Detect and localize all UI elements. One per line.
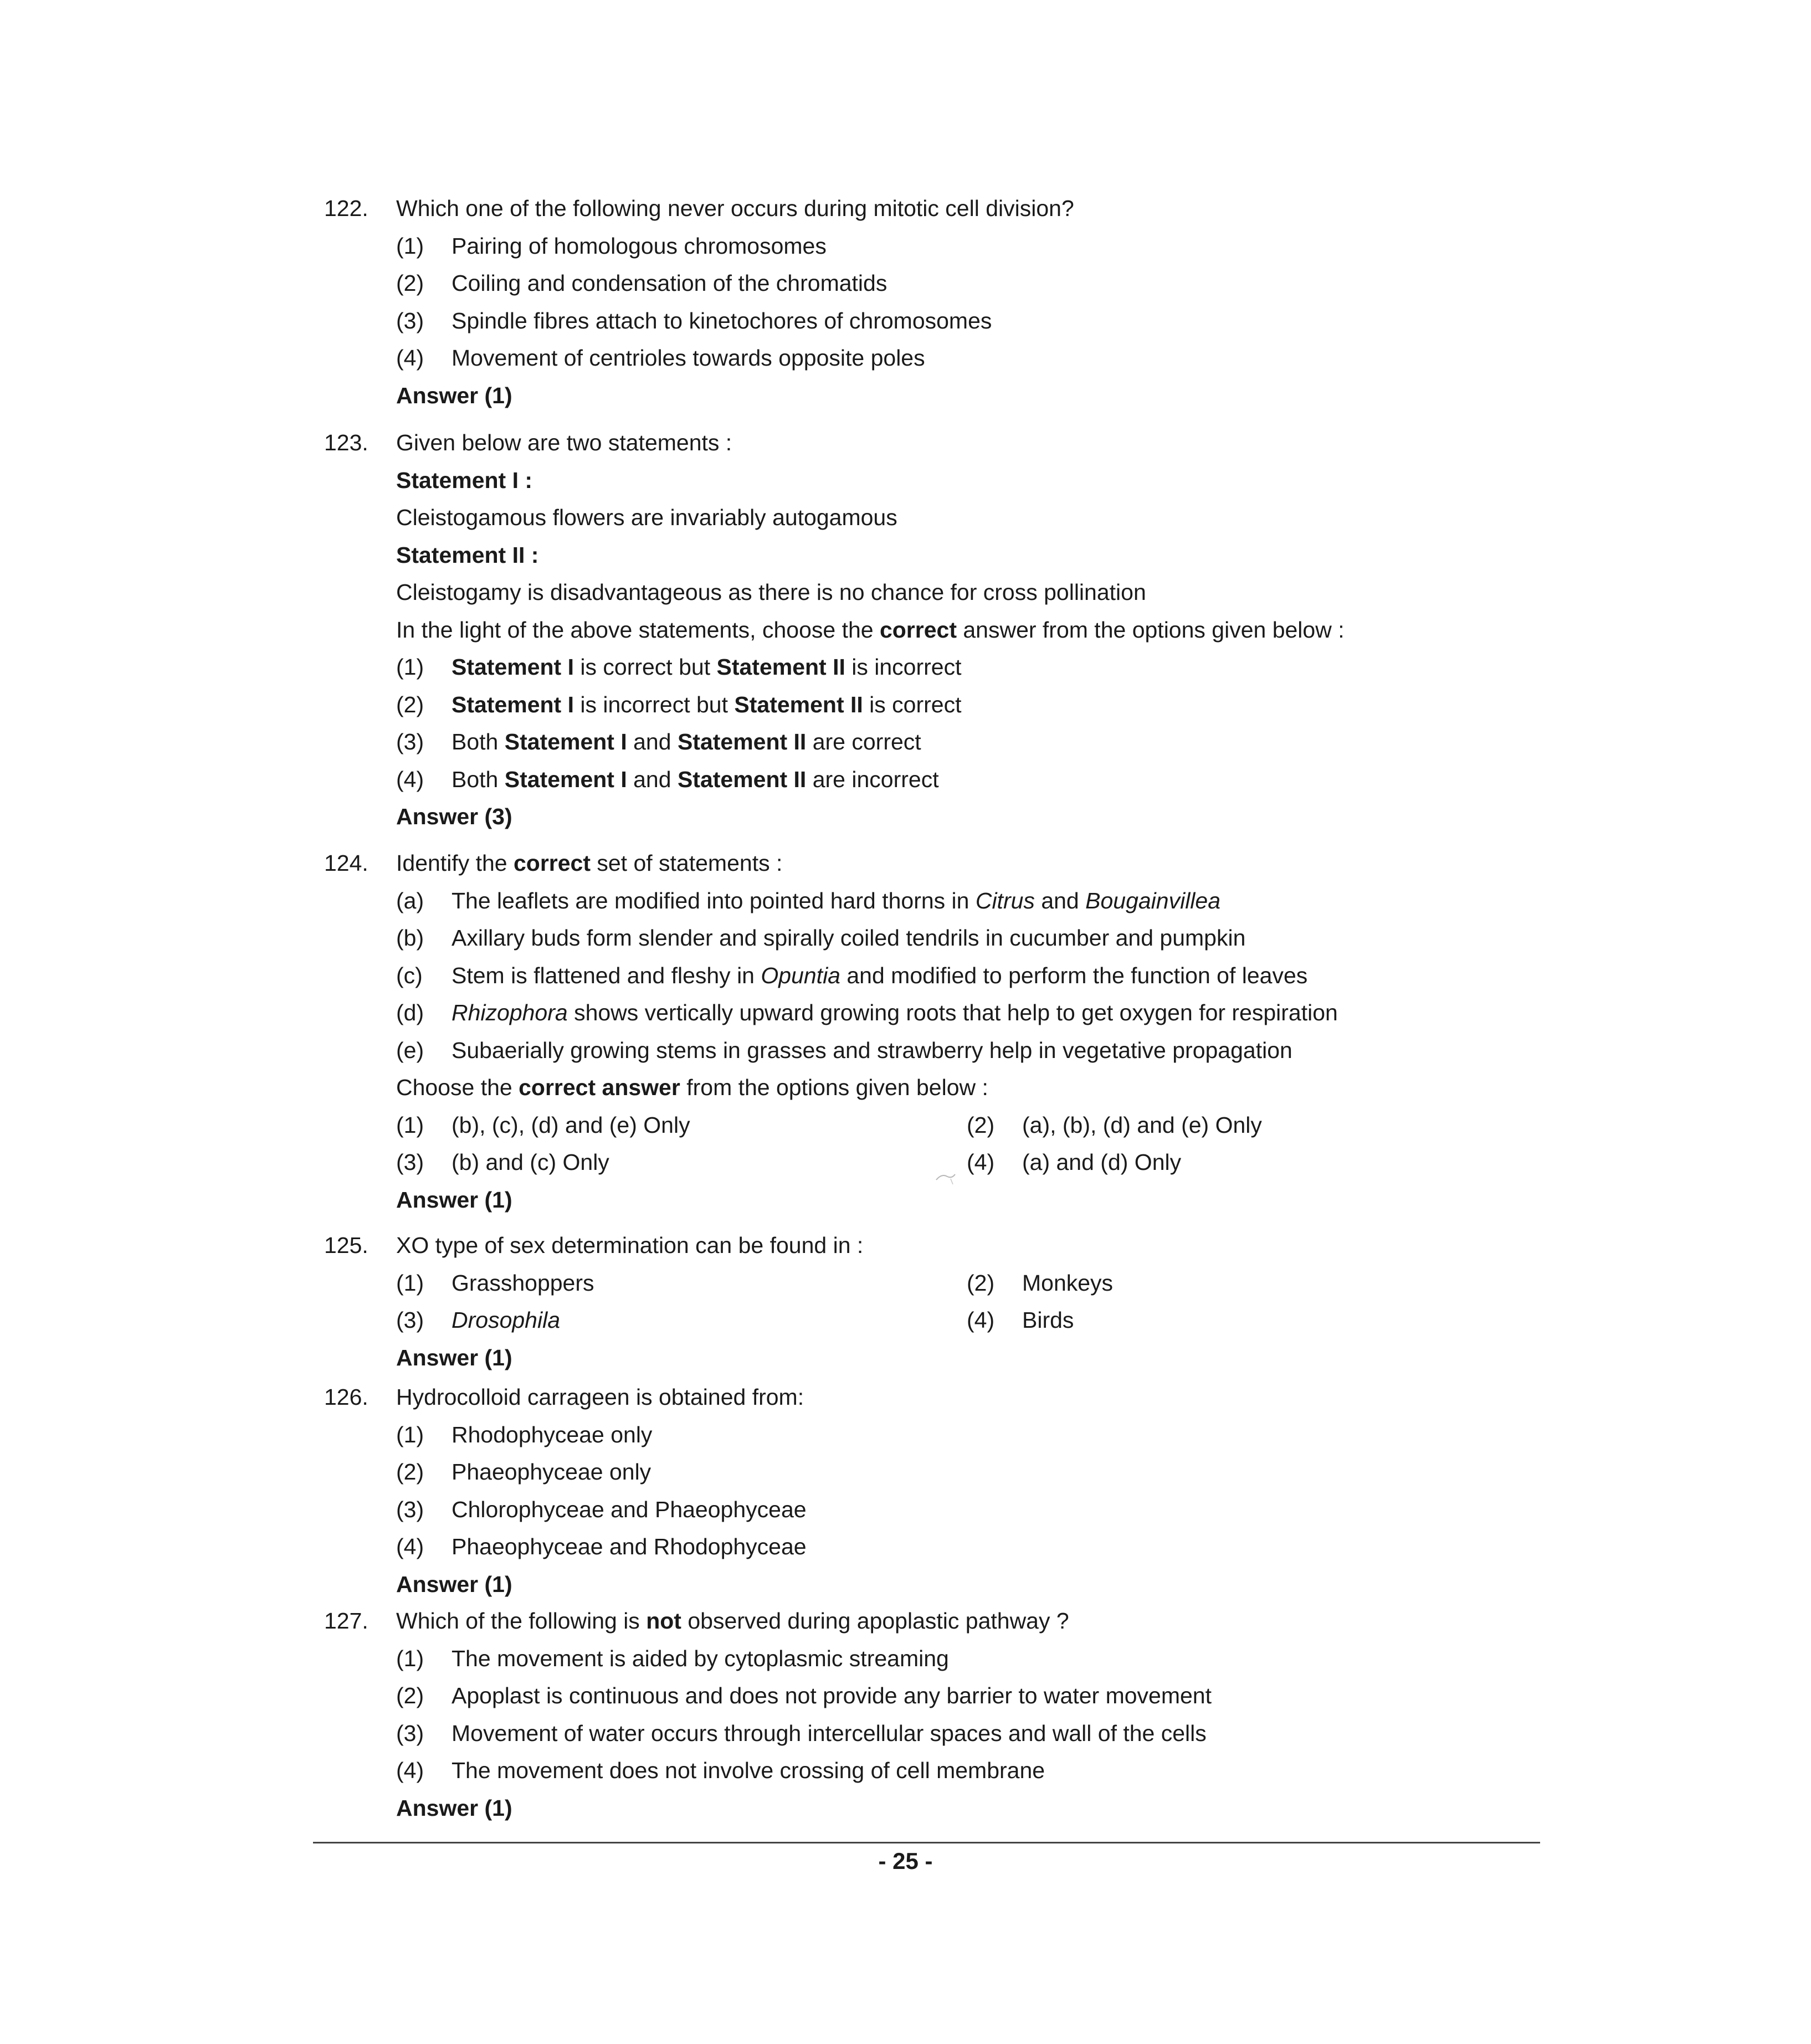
question-number: 126. (324, 1384, 368, 1410)
option-label: (2) (967, 1112, 995, 1138)
option-label: (3) (396, 1307, 424, 1333)
option-label: (3) (396, 1496, 424, 1522)
statement-1-heading: Statement I : (396, 467, 533, 493)
option-2 (324, 265, 1543, 302)
statement-2-text: Cleistogamy is disadvantageous as there is no chance for cross pollination (396, 579, 1146, 605)
option-label: (1) (396, 1270, 424, 1296)
answer: Answer (1) (396, 382, 512, 408)
statement-e: (e) Subaerially growing stems in grasses and strawberry help in vegetative propagation (324, 1032, 1543, 1070)
option-3 (324, 1491, 1543, 1529)
option-text: Birds (1022, 1307, 1074, 1333)
option-4: (4) Both Statement I and Statement II are incorrect (324, 761, 1543, 799)
option-label: (2) (396, 691, 424, 717)
option-label: (3) (396, 1149, 424, 1175)
footer-divider (313, 1842, 1540, 1843)
option-row-2 (324, 1302, 1543, 1339)
answer: Answer (1) (396, 1571, 512, 1597)
option-label: (2) (967, 1270, 995, 1296)
option-label: (2) (396, 270, 424, 296)
option-label: (1) (396, 1645, 424, 1671)
answer: Answer (1) (396, 1344, 512, 1370)
option-text: Movement of water occurs through intercellular spaces and wall of the cells (452, 1720, 1207, 1746)
question-number: 125. (324, 1232, 368, 1258)
option-2 (324, 1677, 1543, 1715)
option-label: (1) (396, 233, 424, 259)
option-label: (2) (396, 1459, 424, 1485)
question-125 (324, 1227, 1543, 1377)
option-3: (3) Both Statement I and Statement II are correct (324, 723, 1543, 761)
question-stem: Identify the correct set of statements : (396, 850, 783, 876)
statement-label: (d) (396, 1000, 424, 1025)
question-122 (324, 190, 1543, 414)
answer: Answer (3) (396, 804, 512, 829)
option-label: (4) (396, 766, 424, 792)
question-stem: Hydrocolloid carrageen is obtained from: (396, 1384, 804, 1410)
option-row-2 (324, 1144, 1543, 1182)
option-label: (4) (967, 1149, 995, 1175)
option-text: Grasshoppers (452, 1270, 594, 1296)
option-label: (3) (396, 729, 424, 754)
option-text: The movement does not involve crossing of cell membrane (452, 1758, 1045, 1783)
answer: Answer (1) (396, 1187, 512, 1213)
option-label: (3) (396, 1720, 424, 1746)
question-124 (324, 845, 1543, 1219)
option-4 (324, 1528, 1543, 1566)
option-text: Monkeys (1022, 1270, 1114, 1296)
option-label: (4) (396, 345, 424, 371)
statement-1-text: Cleistogamous flowers are invariably autogamous (396, 505, 897, 530)
option-label: (3) (396, 307, 424, 333)
question-123 (324, 424, 1543, 836)
question-number: 123. (324, 430, 368, 455)
question-stem: Which one of the following never occurs during mitotic cell division? (396, 196, 1074, 221)
option-text: (b) and (c) Only (452, 1149, 609, 1175)
option-text: Rhodophyceae only (452, 1421, 653, 1447)
option-text: (b), (c), (d) and (e) Only (452, 1112, 690, 1138)
option-4 (324, 340, 1543, 377)
option-text: Chlorophyceae and Phaeophyceae (452, 1496, 807, 1522)
option-text: Phaeophyceae only (452, 1459, 651, 1485)
option-text: Movement of centrioles towards opposite poles (452, 345, 925, 371)
option-row-1 (324, 1265, 1543, 1302)
instruction: In the light of the above statements, choose the correct answer from the options given below : (396, 617, 1345, 643)
option-1 (324, 1640, 1543, 1678)
instruction: Choose the correct answer from the options given below : (396, 1075, 988, 1100)
option-4 (324, 1752, 1543, 1790)
option-label: (4) (396, 1534, 424, 1559)
option-text: Apoplast is continuous and does not provide any barrier to water movement (452, 1683, 1212, 1708)
option-label: (1) (396, 1421, 424, 1447)
option-label: (4) (967, 1307, 995, 1333)
option-text: Pairing of homologous chromosomes (452, 233, 827, 259)
statement-label: (a) (396, 887, 424, 913)
question-stem: XO type of sex determination can be found in : (396, 1232, 864, 1258)
question-number: 127. (324, 1608, 368, 1634)
option-text: Spindle fibres attach to kinetochores of chromosomes (452, 307, 992, 333)
option-3 (324, 302, 1543, 340)
option-text: Phaeophyceae and Rhodophyceae (452, 1534, 807, 1559)
pencil-mark (935, 1169, 957, 1185)
option-1: (1) Statement I is correct but Statement II is incorrect (324, 649, 1543, 686)
answer: Answer (1) (396, 1795, 512, 1821)
question-number: 122. (324, 196, 368, 221)
option-2: (2) Statement I is incorrect but Statement II is correct (324, 686, 1543, 724)
option-label: (1) (396, 1112, 424, 1138)
option-text: Coiling and condensation of the chromatids (452, 270, 887, 296)
page-number: - 25 - (878, 1848, 933, 1874)
statement-label: (c) (396, 962, 423, 988)
option-text: The movement is aided by cytoplasmic streaming (452, 1645, 949, 1671)
option-text: (a), (b), (d) and (e) Only (1022, 1112, 1262, 1138)
option-1 (324, 228, 1543, 265)
question-stem: Which of the following is not observed during apoplastic pathway ? (396, 1608, 1069, 1634)
statement-2-heading: Statement II : (396, 542, 539, 568)
option-2 (324, 1454, 1543, 1491)
option-label: (4) (396, 1758, 424, 1783)
statement-label: (e) (396, 1037, 424, 1063)
question-number: 124. (324, 850, 368, 876)
option-label: (2) (396, 1683, 424, 1708)
statement-d: (d) Rhizophora shows vertically upward growing roots that help to get oxygen for respiration (324, 994, 1543, 1032)
statement-label: (b) (396, 925, 424, 951)
statement-a: (a) The leaflets are modified into pointed hard thorns in Citrus and Bougainvillea (324, 882, 1543, 920)
statement-c: (c) Stem is flattened and fleshy in Opuntia and modified to perform the function of leaves (324, 957, 1543, 995)
option-1 (324, 1416, 1543, 1454)
option-3 (324, 1715, 1543, 1753)
option-text: (a) and (d) Only (1022, 1149, 1182, 1175)
option-text: Drosophila (452, 1307, 560, 1333)
option-label: (1) (396, 654, 424, 680)
question-stem: Given below are two statements : (396, 430, 732, 455)
question-126 (324, 1379, 1543, 1603)
statement-b: (b) Axillary buds form slender and spirally coiled tendrils in cucumber and pumpkin (324, 920, 1543, 957)
question-127 (324, 1603, 1543, 1827)
option-row-1 (324, 1107, 1543, 1144)
